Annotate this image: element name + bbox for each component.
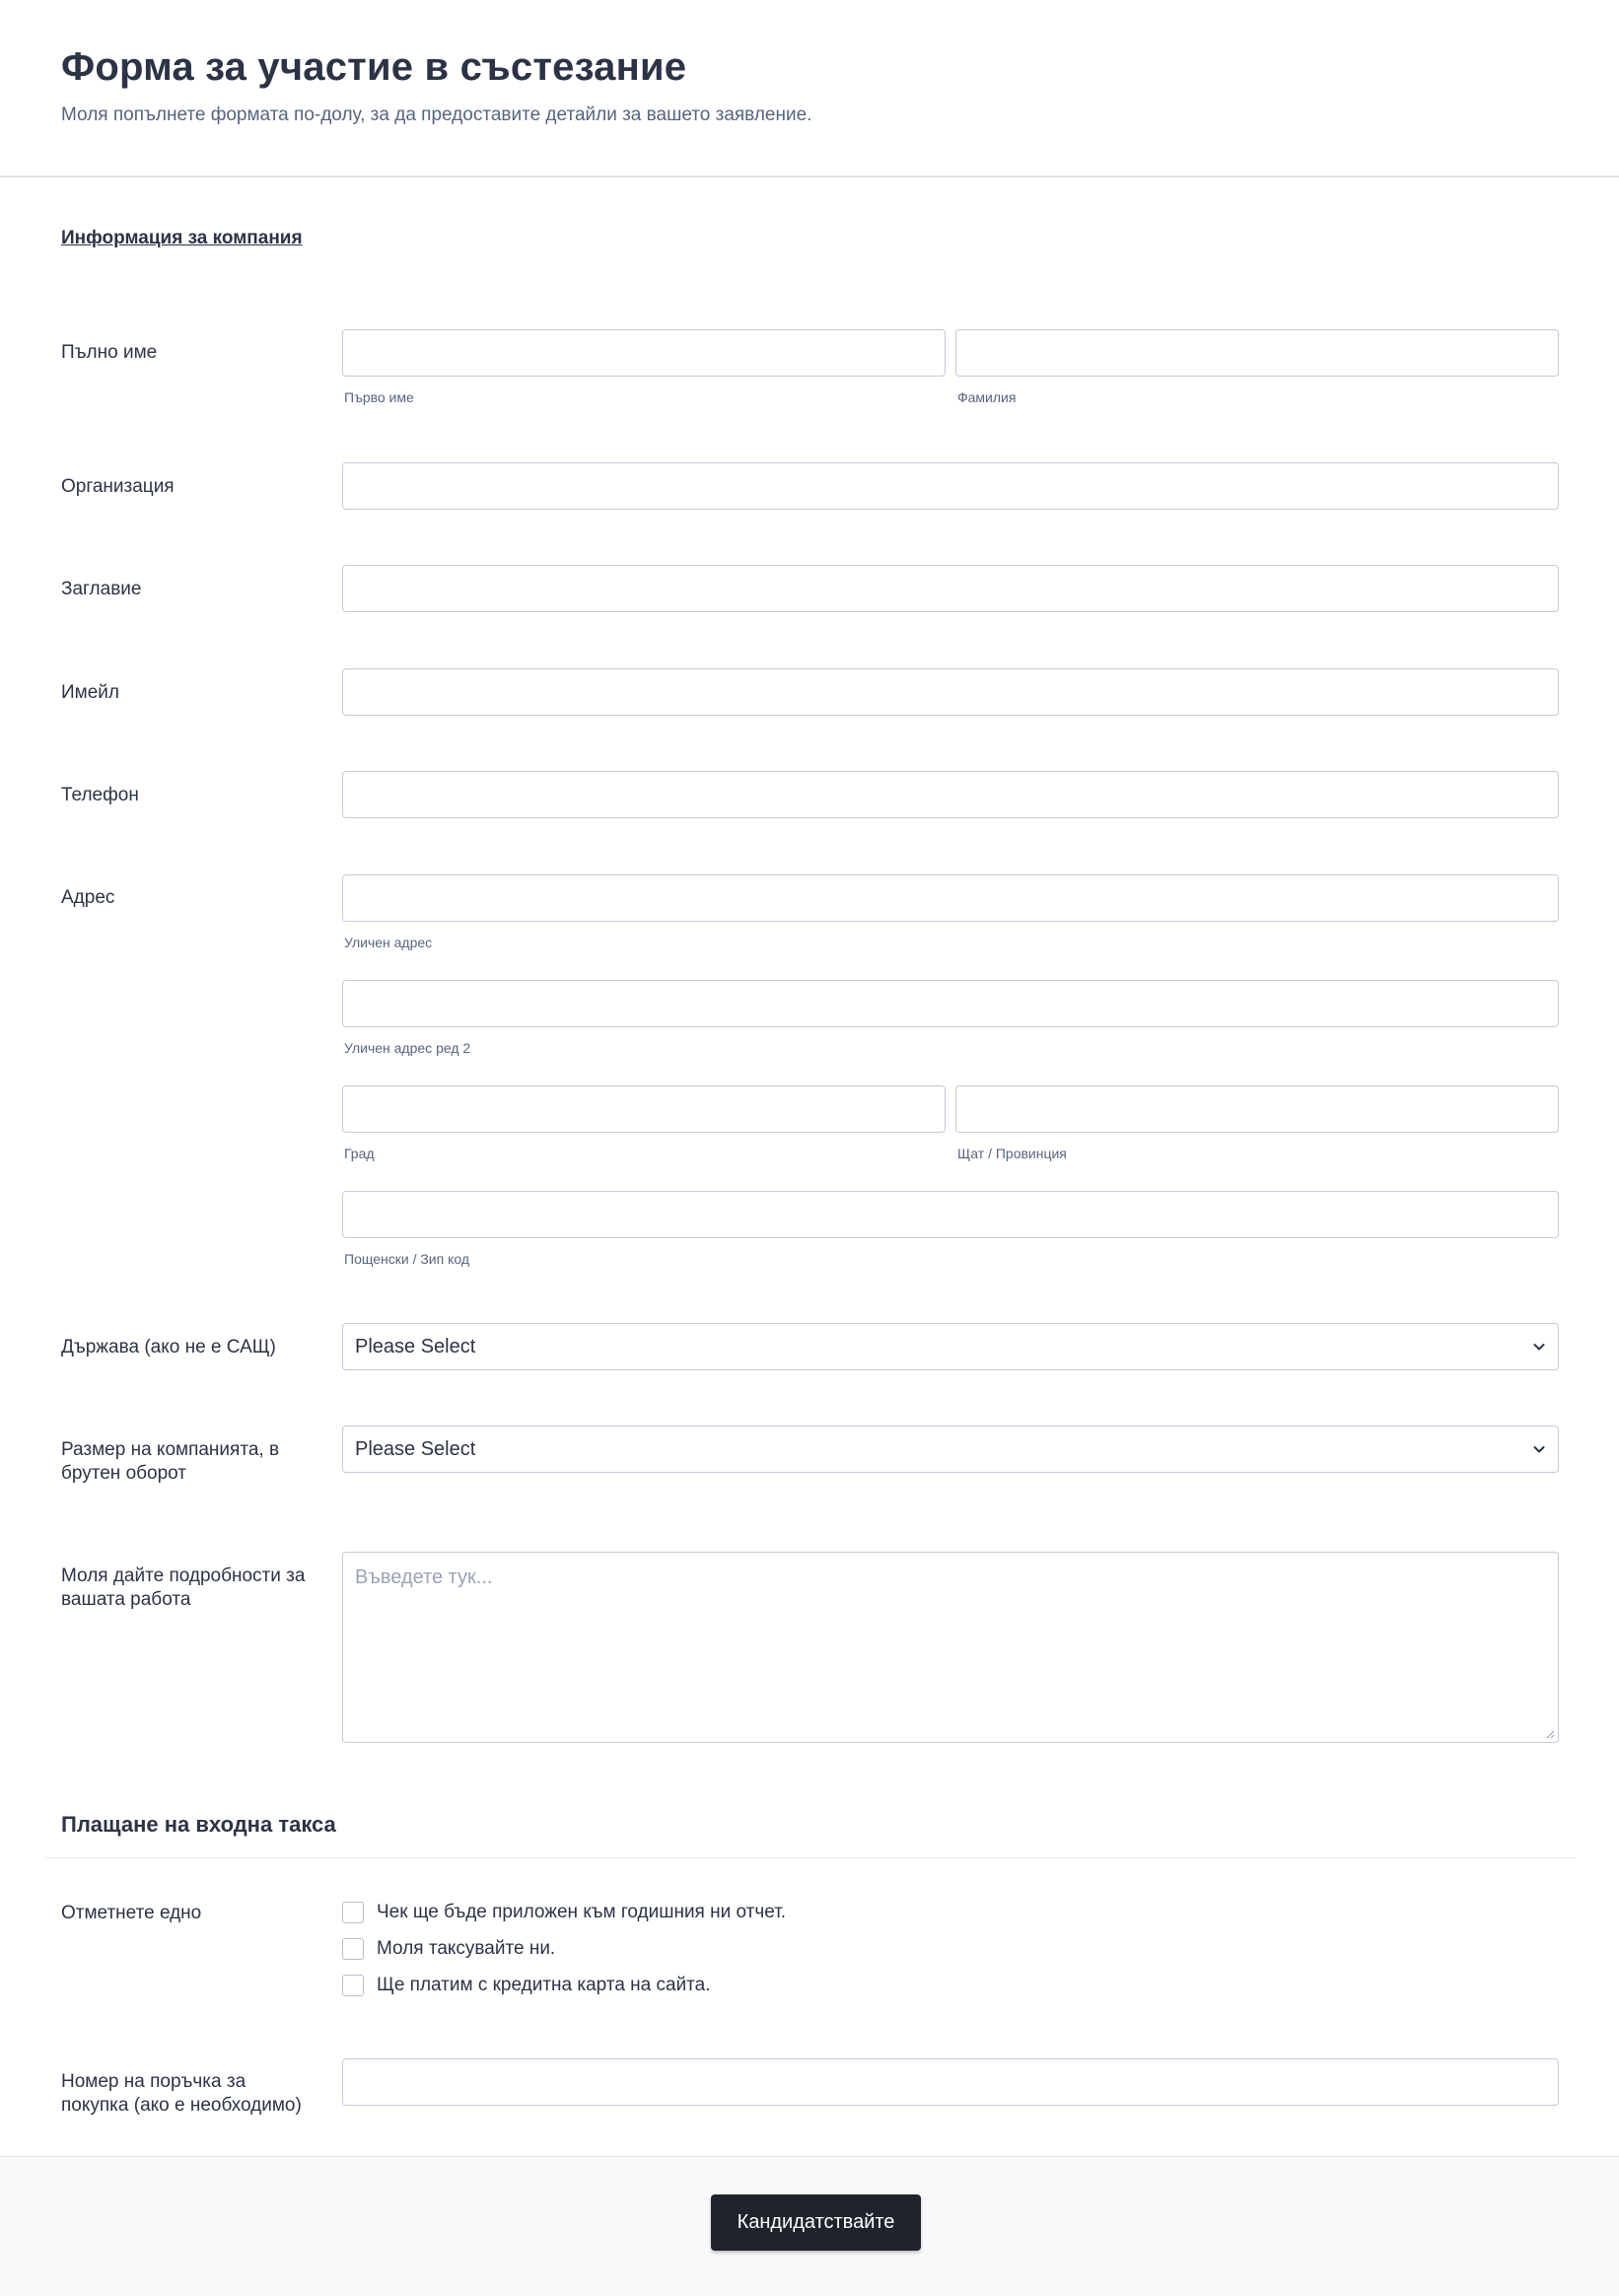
- state-sublabel: Щат / Провинция: [957, 1146, 1067, 1161]
- po-number-input[interactable]: [342, 2058, 1559, 2106]
- company-size-select-value: Please Select: [355, 1438, 476, 1460]
- resize-grip-icon[interactable]: [1545, 1729, 1555, 1739]
- job-title-input[interactable]: [342, 565, 1559, 612]
- organization-input[interactable]: [342, 462, 1559, 510]
- work-details-textarea[interactable]: [342, 1552, 1559, 1743]
- work-details-placeholder: Въведете тук...: [355, 1566, 493, 1588]
- company-size-label-line1: Размер на компанията, в: [61, 1439, 280, 1460]
- first-name-sublabel: Първо име: [344, 389, 414, 405]
- form-header: [0, 0, 1619, 177]
- work-details-label-line1: Моля дайте подробности за: [61, 1565, 306, 1586]
- street-address-line2-input[interactable]: [342, 980, 1559, 1027]
- chevron-down-icon: [1530, 1440, 1548, 1458]
- page-title: Форма за участие в състезание: [61, 45, 687, 89]
- payment-option-label: Моля таксувайте ни.: [377, 1938, 556, 1959]
- submit-button[interactable]: Кандидатствайте: [711, 2194, 921, 2251]
- email-label: Имейл: [61, 682, 119, 703]
- city-input[interactable]: [342, 1085, 946, 1133]
- company-size-label: [61, 1438, 337, 1486]
- state-input[interactable]: [955, 1085, 1559, 1133]
- form-footer: [0, 2156, 1619, 2296]
- zip-input[interactable]: [342, 1191, 1559, 1238]
- last-name-sublabel: Фамилия: [957, 389, 1017, 405]
- page-subtitle: Моля попълнете формата по-долу, за да предоставите детайли за вашето заявление.: [61, 104, 812, 125]
- po-number-label-line1: Номер на поръчка за: [61, 2071, 246, 2092]
- payment-option-label: Чек ще бъде приложен към годишния ни отчет.: [377, 1902, 787, 1922]
- organization-label: Организация: [61, 476, 175, 497]
- address-label: Адрес: [61, 887, 115, 908]
- job-title-label: Заглавие: [61, 579, 142, 599]
- country-label: Държава (ако не е САЩ): [61, 1337, 276, 1357]
- first-name-input[interactable]: [342, 329, 946, 377]
- zip-sublabel: Пощенски / Зип код: [344, 1251, 470, 1267]
- phone-label: Телефон: [61, 785, 139, 805]
- street-address-sublabel: Уличен адрес: [344, 935, 433, 950]
- payment-option-label: Ще платим с кредитна карта на сайта.: [377, 1975, 711, 1995]
- section-divider: [45, 1857, 1576, 1858]
- company-section-heading: Информация за компания: [61, 228, 303, 248]
- email-input[interactable]: [342, 668, 1559, 716]
- check-one-label: Отметнете едно: [61, 1903, 202, 1923]
- company-size-label-line2: брутен оборот: [61, 1463, 186, 1484]
- phone-input[interactable]: [342, 771, 1559, 818]
- payment-section-heading: Плащане на входна такса: [61, 1812, 336, 1837]
- checkbox[interactable]: [342, 1975, 364, 1996]
- checkbox[interactable]: [342, 1938, 364, 1960]
- work-details-label: [61, 1565, 337, 1612]
- last-name-input[interactable]: [955, 329, 1559, 377]
- chevron-down-icon: [1530, 1338, 1548, 1356]
- street-address-input[interactable]: [342, 874, 1559, 922]
- full-name-label: Пълно име: [61, 342, 158, 363]
- street-address-line2-sublabel: Уличен адрес ред 2: [344, 1040, 471, 1056]
- checkbox[interactable]: [342, 1902, 364, 1923]
- company-size-select[interactable]: [342, 1426, 1559, 1473]
- country-select[interactable]: [342, 1323, 1559, 1370]
- work-details-label-line2: вашата работа: [61, 1589, 191, 1610]
- po-number-label: [61, 2070, 337, 2118]
- country-select-value: Please Select: [355, 1336, 476, 1357]
- po-number-label-line2: покупка (ако е необходимо): [61, 2095, 302, 2116]
- city-sublabel: Град: [344, 1146, 375, 1161]
